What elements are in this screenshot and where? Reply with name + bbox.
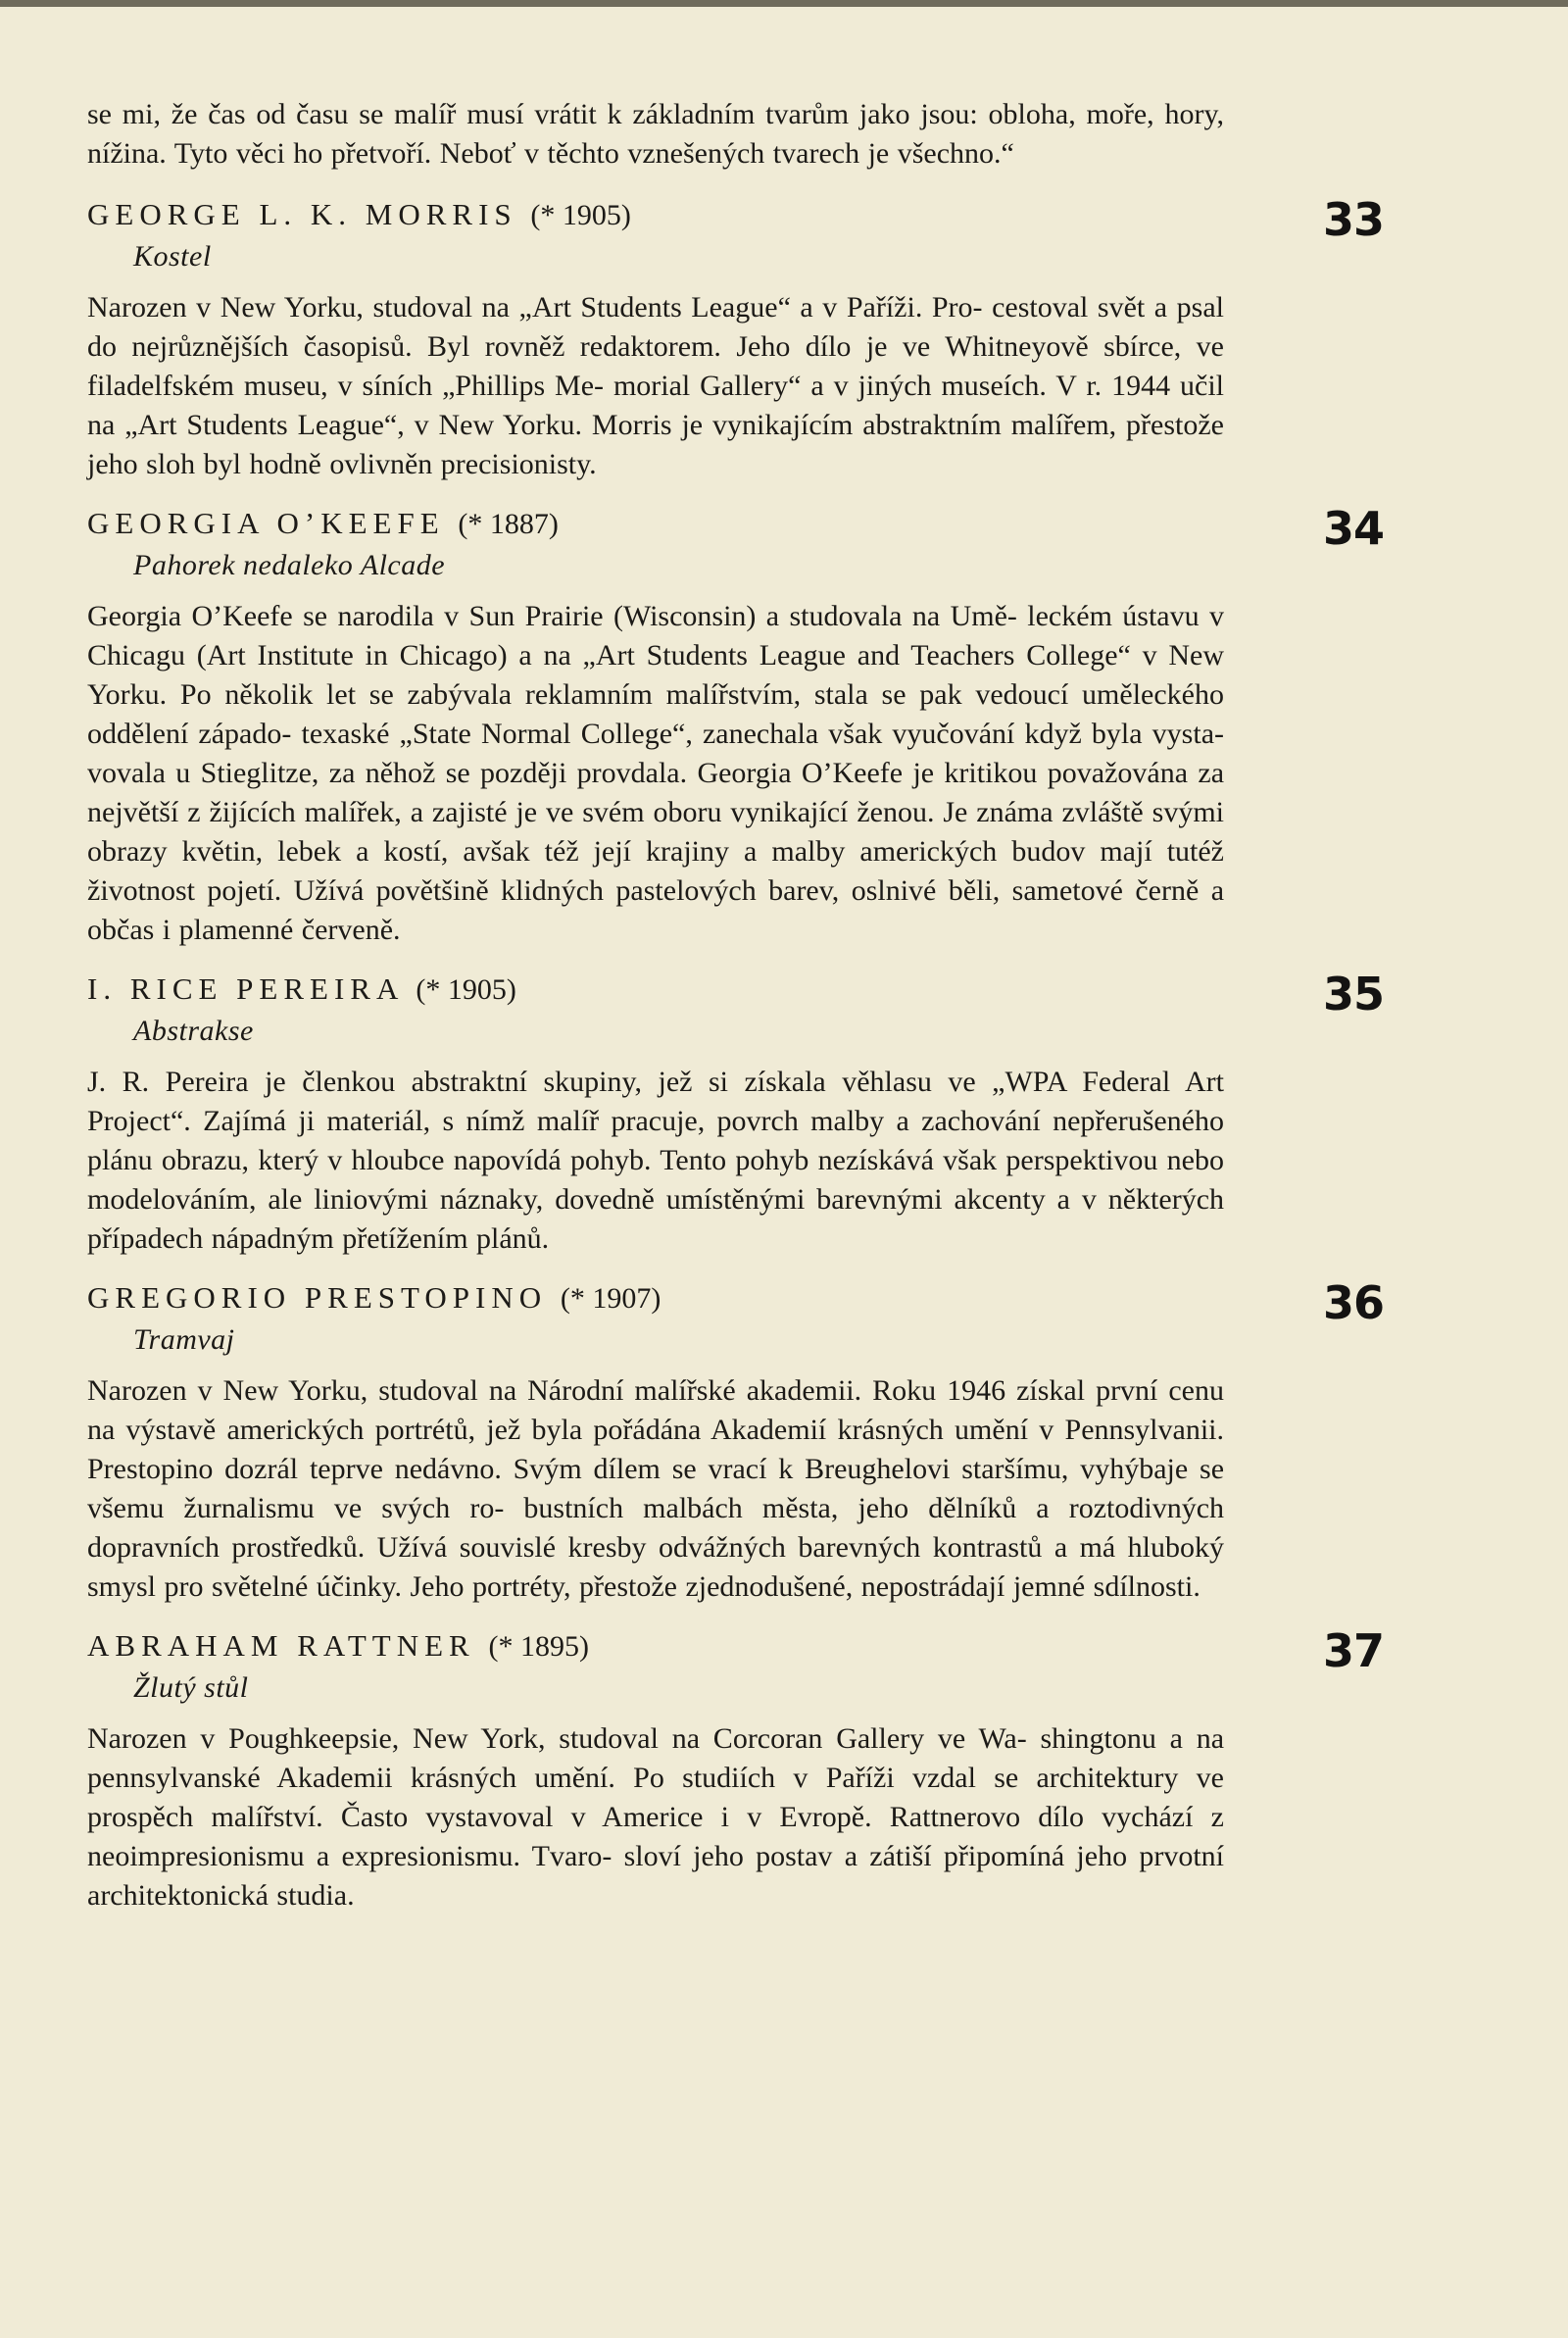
text-line: vzdal se architektury ve prospěch malířství. Často vystavoval v Americe [87,1762,1224,1833]
artist-bio [87,288,1224,484]
text-line: dílo je ve Whitneyově sbírce, ve filadelfském museu, v síních „Phillips Me- [87,330,1225,402]
artist-entry [87,502,1384,950]
text-line: krajiny a malby amerických budov mají tutéž životnost pojetí. Užívá povětšině [87,835,1224,907]
text-line: morial Gallery“ a v jiných museích. V r. 1944 učil na „Art Students League“, [87,370,1225,441]
text-line: bustních malbách města, jeho dělníků a roztodivných dopravních prostředků. [87,1492,1225,1564]
plate-number: 33 [1322,193,1384,246]
text-line: světelné účinky. Jeho portréty, přestože zjednodušené, nepostrádají jemné [212,1570,1086,1603]
artist-entry [87,1276,1384,1607]
text-column [87,95,1384,1915]
text-line: krásných umění v Pennsylvanii. Prestopino dozrál teprve nedávno. Svým dílem [87,1414,1225,1485]
text-line: považována za největší z žijících malířek, a zajisté je ve svém oboru vynikající [87,757,1225,828]
artist-entry [87,193,1384,484]
text-line: byl hodně ovlivněn precisionisty. [203,448,597,480]
artist-heading [87,1624,1224,1668]
text-line: Tento pohyb nezískává však perspektivou nebo modelováním, ale liniovými [87,1144,1224,1216]
text-line: reklamním malířstvím, stala se pak vedoucí uměleckého oddělení západo- [87,678,1224,750]
artist-name: I. RICE PEREIRA [87,971,403,1006]
artist-bio [87,1063,1224,1259]
text-line: Narozen v New Yorku, studoval na „Art Students League“ a v Paříži. Pro- [87,291,983,323]
artwork-title: Žlutý stůl [133,1671,249,1704]
artwork-title: Kostel [133,240,212,273]
text-line: a zachování nepřerušeného plánu obrazu, který v hloubce napovídá pohyb. [87,1105,1224,1176]
plate-number: 35 [1322,968,1384,1020]
text-line: ženou. Je známa zvláště svými obrazy květin, lebek a kostí, avšak též její [87,796,1225,868]
text-line: v New Yorku. Morris je vynikajícím abstraktním malířem, přestože jeho sloh [87,409,1224,480]
text-line: klidných pastelových barev, oslnivé běli, sametové černě a občas i plamenné [87,874,1225,946]
text-line: sloví jeho postav a zátiší připomíná jeho prvotní architektonická studia. [87,1840,1224,1912]
text-line: sdílnosti. [1093,1570,1200,1603]
text-line: texaské „State Normal College“, zanechala však vyučování když byla vysta- [301,718,1224,750]
page-top-edge [0,0,1568,7]
artist-heading [87,968,1224,1012]
artwork-title: Pahorek nedaleko Alcade [133,549,446,581]
artist-name: GEORGIA O’KEEFE [87,506,445,540]
artist-heading [87,193,1224,237]
artist-heading [87,502,1224,546]
plate-number: 34 [1322,502,1384,555]
text-line: tvarech je všechno.“ [772,137,1014,170]
artist-years: (* 1905) [530,199,631,231]
text-line: Georgia O’Keefe se narodila v Sun Prairie (Wisconsin) a studovala na Umě- [87,600,1017,632]
artist-bio [87,597,1224,950]
text-line: Narozen v Poughkeepsie, New York, studoval na Corcoran Gallery ve Wa- [87,1722,1027,1755]
text-line: League and Teachers College“ v New Yorku. Po několik let se zabývala [87,639,1224,711]
text-line: shingtonu a na pennsylvanské Akademii krásných umění. Po studiích v Paříži [87,1722,1225,1794]
text-line: Užívá souvislé kresby odvážných barevných kontrastů a má hluboký smysl pro [87,1531,1225,1603]
artist-heading [87,1276,1224,1320]
artist-years: (* 1907) [560,1282,662,1315]
text-line: cestoval svět a psal do nejrůznějších časopisů. Byl rovněž redaktorem. Jeho [87,291,1224,363]
text-line: obloha, moře, hory, nížina. Tyto věci ho přetvoří. Neboť v těchto vznešených [87,98,1225,170]
artwork-title: Abstrakse [133,1015,254,1047]
text-line: vovala u Stieglitze, za něhož se později provdala. Georgia O’Keefe je kritikou [87,757,1038,789]
artist-entry [87,1624,1384,1915]
text-line: se vrací k Breughelovi staršímu, vyhýbaje se všemu žurnalismu ve svých ro- [87,1453,1225,1524]
text-line: nápadným přetížením plánů. [211,1222,550,1255]
text-line: náznaky, dovedně umístěnými barevnými akcenty a v některých případech [87,1183,1225,1255]
artist-name: GREGORIO PRESTOPINO [87,1280,548,1315]
artist-bio [87,1371,1224,1607]
text-line: i v Evropě. Rattnerovo dílo vychází z neoimpresionismu a expresionismu. Tvaro- [87,1801,1224,1872]
artist-bio [87,1719,1224,1915]
artist-years: (* 1895) [488,1630,589,1663]
text-line: se mi, že čas od času se malíř musí vrátit k základním tvarům jako jsou: [87,98,978,130]
text-line: Federal Art Project“. Zajímá ji materiál, s nímž malíř pracuje, povrch malby [87,1066,1225,1137]
artist-years: (* 1905) [416,973,516,1006]
text-line: získal první cenu na výstavě amerických portrétů, jež byla pořádána Akademií [87,1374,1224,1446]
plate-number: 37 [1322,1624,1384,1677]
intro-paragraph [87,95,1224,174]
artist-name: ABRAHAM RATTNER [87,1628,475,1663]
artwork-title: Tramvaj [133,1323,235,1356]
text-line: J. R. Pereira je členkou abstraktní skupiny, jež si získala věhlasu ve „WPA [87,1066,1066,1098]
artist-entry [87,968,1384,1259]
text-line: leckém ústavu v Chicagu (Art Institute in Chicago) a na „Art Students [87,600,1224,672]
text-line: červeně. [301,914,401,946]
artist-years: (* 1887) [458,508,559,540]
text-line: Narozen v New Yorku, studoval na Národní malířské akademii. Roku 1946 [87,1374,1006,1407]
plate-number: 36 [1322,1276,1384,1329]
artist-name: GEORGE L. K. MORRIS [87,197,517,231]
